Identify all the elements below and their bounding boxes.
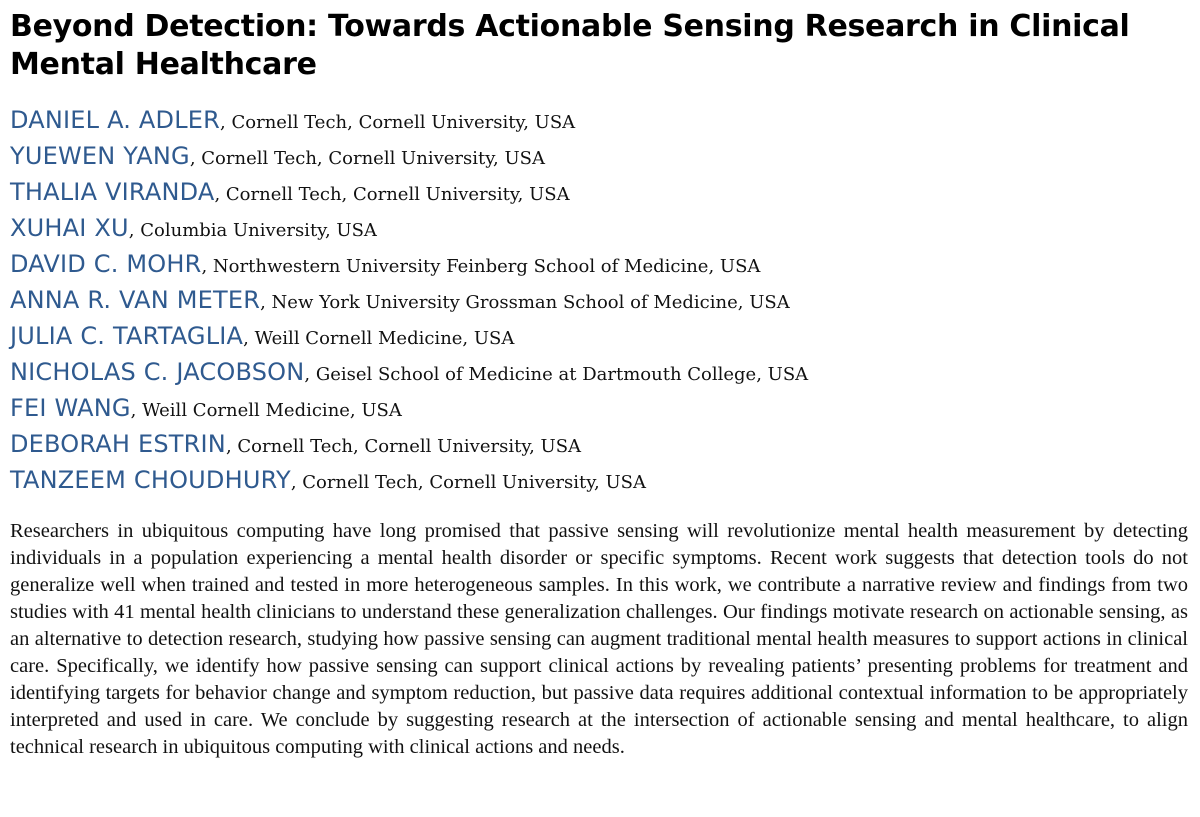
author-entry [10, 462, 1188, 498]
author-affiliation: , Cornell Tech, Cornell University, USA [214, 184, 570, 205]
author-entry [10, 246, 1188, 282]
author-name: FEI WANG [10, 394, 131, 422]
author-name: TANZEEM CHOUDHURY [10, 466, 291, 494]
author-name: ANNA R. VAN METER [10, 286, 261, 314]
author-list [10, 102, 1188, 498]
author-affiliation: , Cornell Tech, Cornell University, USA [225, 436, 582, 457]
author-affiliation: , Northwestern University Feinberg School of Medicine, USA [201, 256, 761, 277]
author-affiliation: , Cornell Tech, Cornell University, USA [189, 148, 545, 169]
author-entry [10, 318, 1188, 354]
author-entry [10, 354, 1188, 390]
author-name: JULIA C. TARTAGLIA [10, 322, 244, 350]
abstract-paragraph: Researchers in ubiquitous computing have long promised that passive sensing will revolutionize mental health measurement by detecting individuals in a population experiencing a mental health disorder or specific symptoms. Recent work suggests that detection tools do not generalize well when trained and tested in more heterogeneous samples. In this work, we contribute a narrative review and findings from two studies with 41 mental health clinicians to understand these generalization challenges. Our findings motivate research on actionable sensing, as an alternative to detection research, studying how passive sensing can augment traditional mental health measures to support actions in clinical care. Specifically, we identify how passive sensing can support clinical actions by revealing patients’ presenting problems for treatment and identifying targets for behavior change and symptom reduction, but passive data requires additional contextual information to be appropriately interpreted and used in care. We conclude by suggesting research at the intersection of actionable sensing and mental healthcare, to align technical research in ubiquitous computing with clinical actions and needs. [10, 520, 1188, 758]
author-name: XUHAI XU [10, 214, 129, 242]
author-entry [10, 426, 1188, 462]
author-affiliation: , New York University Grossman School of Medicine, USA [260, 292, 790, 313]
author-entry [10, 138, 1188, 174]
author-entry [10, 174, 1188, 210]
author-name: DAVID C. MOHR [10, 250, 202, 278]
paper-title: Beyond Detection: Towards Actionable Sensing Research in Clinical Mental Healthcare [10, 9, 1130, 82]
author-name: NICHOLAS C. JACOBSON [10, 358, 305, 386]
author-name: DEBORAH ESTRIN [10, 430, 226, 458]
author-name: YUEWEN YANG [10, 142, 190, 170]
author-affiliation: , Weill Cornell Medicine, USA [130, 400, 402, 421]
author-affiliation: , Cornell Tech, Cornell University, USA [220, 112, 576, 133]
author-affiliation: , Cornell Tech, Cornell University, USA [290, 472, 646, 493]
author-entry [10, 390, 1188, 426]
author-affiliation: , Weill Cornell Medicine, USA [243, 328, 515, 349]
author-name: THALIA VIRANDA [10, 178, 215, 206]
author-entry [10, 210, 1188, 246]
author-name: DANIEL A. ADLER [10, 106, 221, 134]
author-entry [10, 102, 1188, 138]
author-affiliation: , Columbia University, USA [128, 220, 377, 241]
author-entry [10, 282, 1188, 318]
author-affiliation: , Geisel School of Medicine at Dartmouth College, USA [304, 364, 809, 385]
paper-page [10, 8, 1188, 761]
